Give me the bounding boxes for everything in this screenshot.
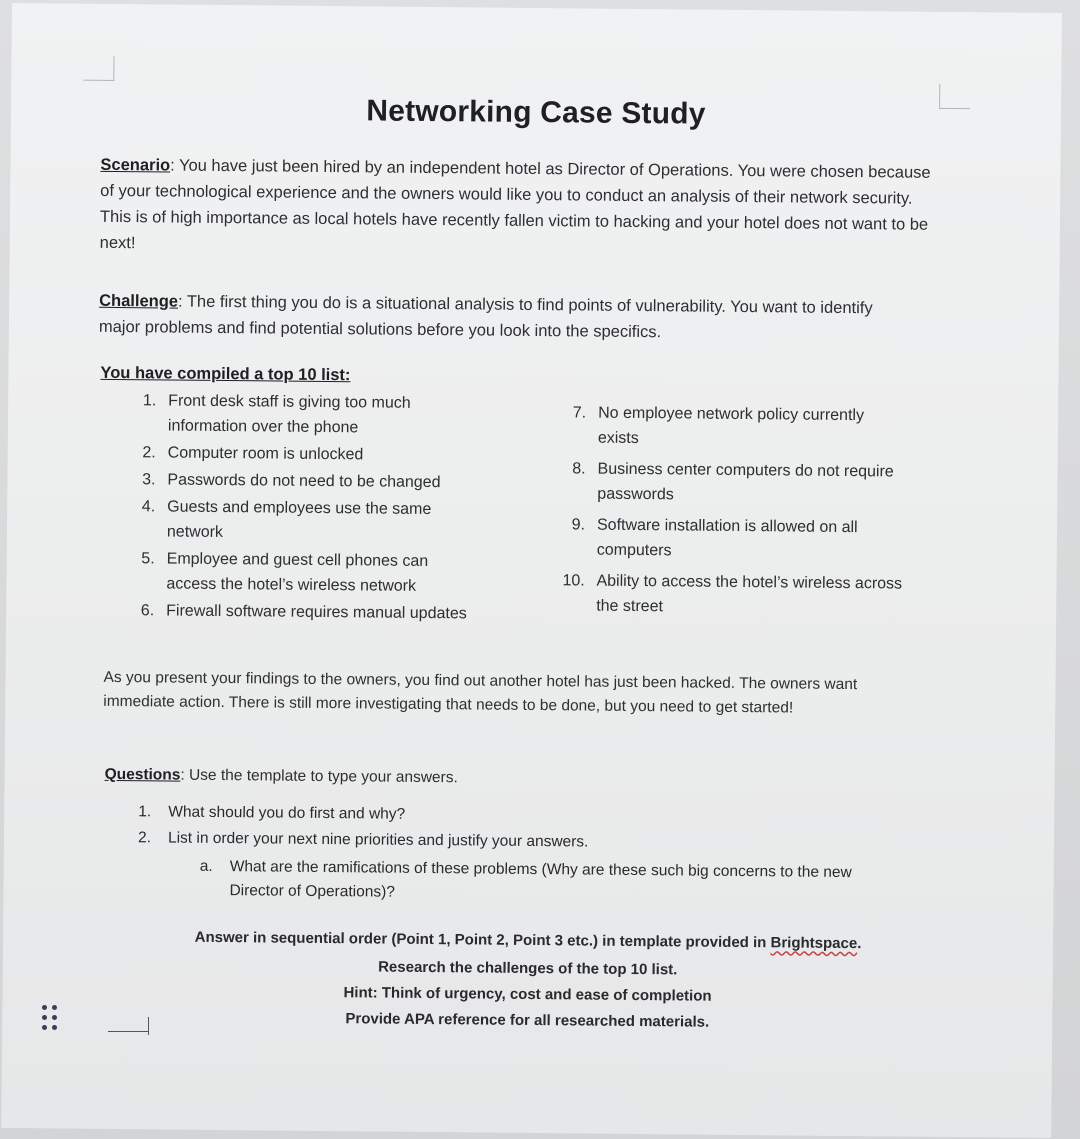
drag-handle-icon[interactable] [42,1005,62,1035]
document-title: Networking Case Study [366,94,706,131]
challenge-paragraph [99,288,899,348]
top10-list-left [132,388,474,628]
list-item: 7. No employee network policy currently exists [572,404,865,447]
crop-mark-top-left [83,56,114,81]
list-item: 2. Computer room is unlocked [142,444,364,464]
findings-paragraph: As you present your findings to the owners, you find out another hotel has just been hacked. The owners want immediate action. There is still more investigating that needs to be done, but you need to get started! [103,668,858,717]
scenario-text: : You have just been hired by an independent hotel as Director of Operations. You were chosen because of your technological experience and the owners would like you to conduct an analysis of their network security. This is of high importance as local hotels have recently fallen victim to hacking and your hotel does not want to be next! [99,156,931,253]
closing-line-1: Answer in sequential order (Point 1, Point 2, Point 3 etc.) in template provided in Brightspace. [194,928,862,953]
text-cursor-marker [108,1015,152,1035]
challenge-label: Challenge [99,291,179,311]
list-item: 5. Employee and guest cell phones can access the hotel’s wireless network [141,550,429,595]
questions-list [138,799,858,858]
list-item: 1. Front desk staff is giving too much information over the phone [142,392,411,437]
scenario-paragraph [100,152,941,264]
list-item: 10. Ability to access the hotel’s wireless across the street [562,572,903,616]
list-item: 1. What should you do first and why? [138,803,406,823]
list-item: 4. Guests and employees use the same network [141,498,432,542]
list-item: 2. List in order your next nine priorities and justify your answers. [137,829,589,851]
document-page [1,3,1062,1138]
scenario-label: Scenario [100,155,171,175]
challenge-text: : The first thing you do is a situational analysis to find points of vulnerability. You want to identify major problems and find potential solutions before you look into the specifics. [98,292,873,342]
closing-line-4: Provide APA reference for all researched materials. [345,1010,710,1031]
list-item: 9. Software installation is allowed on all computers [571,516,858,560]
questions-paragraph [104,762,804,795]
questions-text: : Use the template to type your answers. [180,766,458,787]
closing-line-2: Research the challenges of the top 10 list. [378,958,678,979]
top10-list-right [562,400,904,627]
question-sub-item: a. What are the ramifications of these problems (Why are these such big concerns to the new Director of Operations)? [199,857,852,901]
questions-label: Questions [104,765,181,784]
list-item: 3. Passwords do not need to be changed [142,471,441,492]
closing-line-3: Hint: Think of urgency, cost and ease of completion [343,984,712,1005]
list-item: 6. Firewall software requires manual updates [140,602,467,623]
brightspace-word: Brightspace [770,934,858,953]
top10-heading: You have compiled a top 10 list: [100,363,351,385]
list-item: 8. Business center computers do not require passwords [572,460,894,504]
